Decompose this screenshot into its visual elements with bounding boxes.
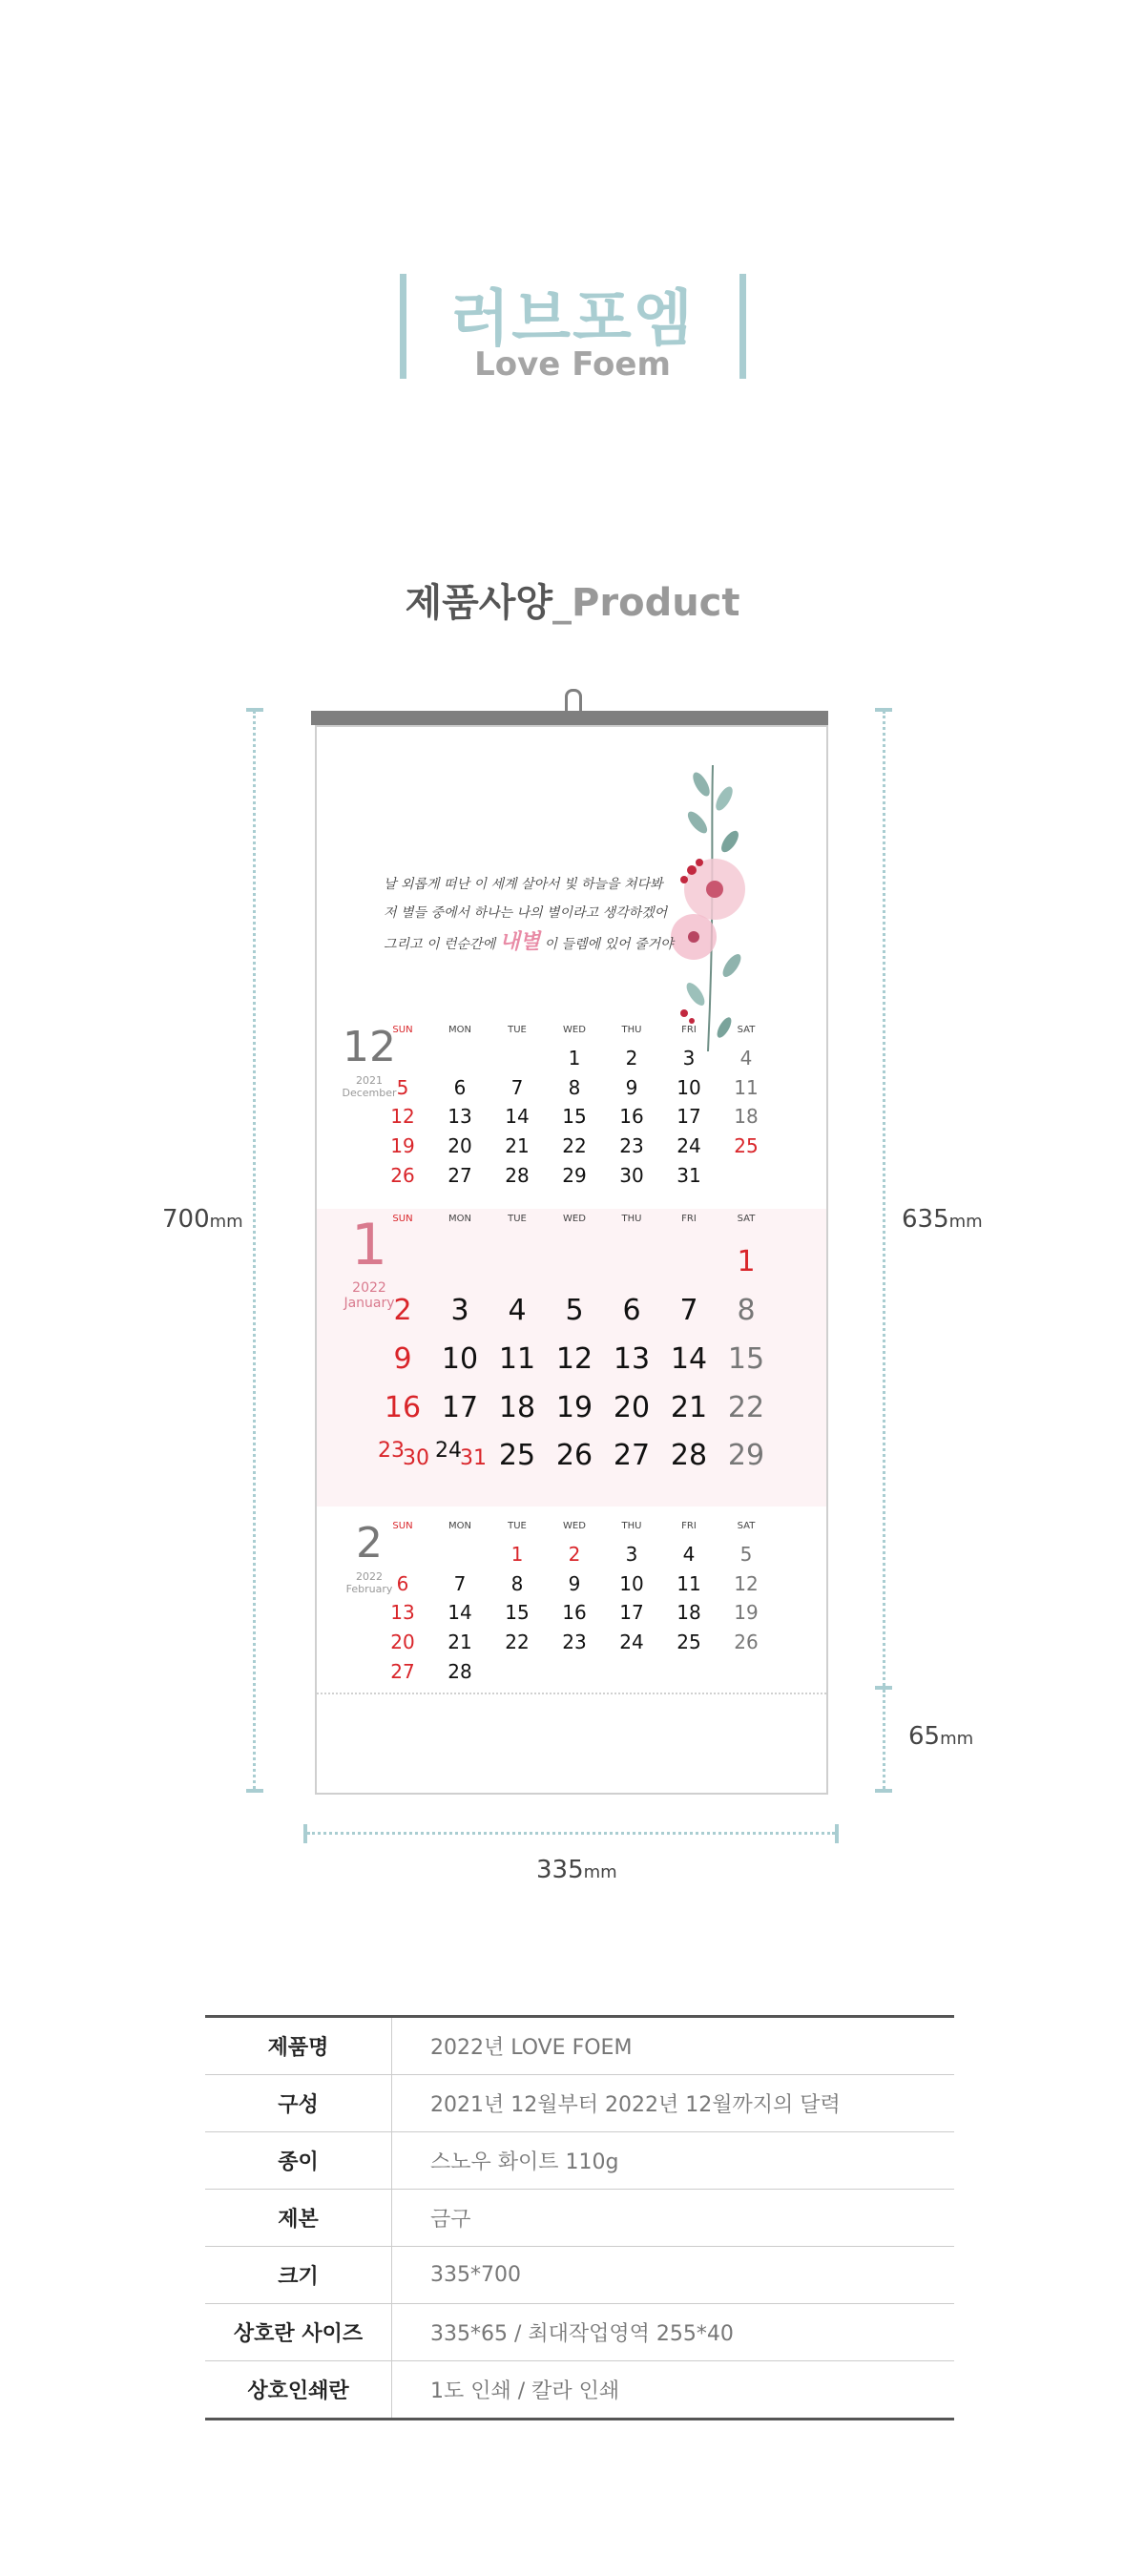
dim-tick: [875, 1789, 892, 1793]
calendar-day: 10: [441, 1342, 479, 1376]
calendar-day: 15: [505, 1601, 530, 1624]
weekday-label: TUE: [508, 1025, 527, 1035]
calendar-day: 4: [508, 1294, 527, 1327]
imprint-area-line: [317, 1693, 826, 1694]
spec-row: [205, 2018, 954, 2075]
calendar-day: 17: [441, 1391, 479, 1424]
calendar-day: 7: [679, 1294, 698, 1327]
calendar-day: 21: [505, 1134, 530, 1157]
calendar-day: 11: [498, 1342, 536, 1376]
spec-label: 상호인쇄란: [205, 2361, 392, 2418]
calendar-day: 22: [505, 1631, 530, 1653]
calendar-day: 23: [378, 1439, 405, 1463]
calendar-day: 3: [682, 1047, 696, 1070]
quote-line: 저 별들 중에서 하나는 나의 별이라고 생각하겠어: [384, 905, 668, 921]
calendar-day: 4: [682, 1543, 696, 1566]
calendar-day: 3: [450, 1294, 469, 1327]
calendar-day: 20: [613, 1391, 651, 1424]
spec-value: 1도 인쇄 / 칼라 인쇄: [430, 2379, 620, 2403]
spec-value: 스노우 화이트 110g: [430, 2150, 619, 2174]
weekday-label: THU: [621, 1025, 642, 1035]
month-number: 12: [343, 1023, 396, 1071]
calendar-day: 6: [622, 1294, 641, 1327]
weekday-label: SUN: [392, 1521, 413, 1531]
calendar-day: 16: [562, 1601, 587, 1624]
calendar-day: 8: [568, 1076, 581, 1099]
calendar-day: 23: [619, 1134, 644, 1157]
calendar-day: 27: [448, 1164, 472, 1187]
calendar-day: 25: [677, 1631, 701, 1653]
calendar-product: [315, 725, 828, 1795]
dim-line-top: [883, 711, 885, 1686]
quote-line: 날 외롭게 떠난 이 세계 살아서 빛 하늘을 쳐다봐: [384, 877, 663, 892]
month-year-name: 2021 December: [342, 1074, 397, 1099]
calendar-day: 5: [739, 1543, 753, 1566]
weekday-label: SAT: [737, 1025, 756, 1035]
calendar-day: 1: [510, 1543, 524, 1566]
calendar-day: 19: [555, 1391, 593, 1424]
calendar-day: 12: [390, 1105, 415, 1128]
month-year-name: 2022 January: [344, 1280, 395, 1311]
calendar-day: 10: [677, 1076, 701, 1099]
calendar-day: 31: [677, 1164, 701, 1187]
calendar-day: 20: [448, 1134, 472, 1157]
calendar-day: 28: [505, 1164, 530, 1187]
calendar-day: 28: [670, 1439, 708, 1472]
calendar-day: 22: [727, 1391, 765, 1424]
calendar-day: 3: [625, 1543, 638, 1566]
calendar-day: 6: [396, 1572, 409, 1595]
calendar-day: 30: [403, 1446, 429, 1470]
calendar-day: 26: [555, 1439, 593, 1472]
calendar-day: 28: [448, 1660, 472, 1683]
calendar-day: 10: [619, 1572, 644, 1595]
weekday-label: WED: [563, 1025, 586, 1035]
calendar-day: 29: [727, 1439, 765, 1472]
page-title: 러브포엠: [450, 284, 695, 355]
hanger-bar: [311, 711, 828, 725]
weekday-label: MON: [448, 1214, 471, 1224]
spec-value: 2021년 12월부터 2022년 12월까지의 달력: [430, 2093, 841, 2117]
spec-table: [205, 2015, 954, 2420]
spec-row: [205, 2361, 954, 2418]
weekday-label: THU: [621, 1214, 642, 1224]
page-subtitle: Love Foem: [474, 345, 671, 384]
weekday-label: MON: [448, 1521, 471, 1531]
calendar-day: 24: [619, 1631, 644, 1653]
calendar-day: 14: [505, 1105, 530, 1128]
weekday-label: WED: [563, 1214, 586, 1224]
calendar-day: 8: [510, 1572, 524, 1595]
weekday-label: TUE: [508, 1521, 527, 1531]
weekday-label: TUE: [508, 1214, 527, 1224]
quote-line: 그리고 이 런순간에 내별 이 들렘에 있어 줄거야: [384, 929, 674, 954]
dim-label-65: 65mm: [908, 1722, 974, 1751]
spec-row: [205, 2132, 954, 2190]
calendar-day: 9: [568, 1572, 581, 1595]
weekday-label: SAT: [737, 1521, 756, 1531]
weekday-label: SUN: [392, 1214, 413, 1224]
calendar-day: 24: [677, 1134, 701, 1157]
calendar-day: 27: [613, 1439, 651, 1472]
weekday-label: THU: [621, 1521, 642, 1531]
month-number: 2: [356, 1519, 383, 1568]
spec-heading-en: _Product: [552, 581, 740, 625]
spec-label: 구성: [205, 2075, 392, 2131]
calendar-quote: [384, 870, 708, 959]
spec-value: 금구: [430, 2208, 471, 2232]
spec-row: [205, 2247, 954, 2304]
calendar-day: 23: [562, 1631, 587, 1653]
calendar-day: 22: [562, 1134, 587, 1157]
calendar-day: 27: [390, 1660, 415, 1683]
weekday-label: WED: [563, 1521, 586, 1531]
calendar-day: 19: [734, 1601, 759, 1624]
calendar-day: 13: [448, 1105, 472, 1128]
calendar-day: 19: [390, 1134, 415, 1157]
spec-heading: [0, 572, 1145, 627]
calendar-day: 21: [670, 1391, 708, 1424]
calendar-day: 1: [568, 1047, 581, 1070]
calendar-day: 21: [448, 1631, 472, 1653]
weekday-label: FRI: [681, 1521, 697, 1531]
calendar-day: 5: [396, 1076, 409, 1099]
dim-tick: [835, 1824, 839, 1843]
dim-line-bottom: [883, 1690, 885, 1789]
calendar-day: 17: [677, 1105, 701, 1128]
spec-value: 335*65 / 최대작업영역 255*40: [430, 2322, 734, 2346]
spec-label: 상호란 사이즈: [205, 2304, 392, 2360]
calendar-day: 18: [498, 1391, 536, 1424]
weekday-label: FRI: [681, 1025, 697, 1035]
calendar-day: 18: [734, 1105, 759, 1128]
calendar-day: 24: [435, 1439, 462, 1463]
calendar-day: 15: [562, 1105, 587, 1128]
weekday-label: FRI: [681, 1214, 697, 1224]
calendar-day: 4: [739, 1047, 753, 1070]
calendar-day: 12: [555, 1342, 593, 1376]
calendar-day: 16: [619, 1105, 644, 1128]
spec-row: [205, 2075, 954, 2132]
calendar-day: 26: [390, 1164, 415, 1187]
calendar-day: 29: [562, 1164, 587, 1187]
quote-highlight: 내별: [499, 929, 541, 954]
weekday-label: SAT: [737, 1214, 756, 1224]
calendar-day: 26: [734, 1631, 759, 1653]
calendar-day: 25: [734, 1134, 759, 1157]
calendar-day: 14: [448, 1601, 472, 1624]
calendar-day: 18: [677, 1601, 701, 1624]
month-number: 1: [350, 1212, 388, 1278]
calendar-day: 14: [670, 1342, 708, 1376]
spec-label: 제본: [205, 2190, 392, 2246]
spec-value: 2022년 LOVE FOEM: [430, 2036, 633, 2060]
calendar-day: 20: [390, 1631, 415, 1653]
calendar-day: 2: [393, 1294, 412, 1327]
month-year-name: 2022 February: [345, 1570, 393, 1595]
calendar-day: 15: [727, 1342, 765, 1376]
calendar-day: 7: [510, 1076, 524, 1099]
calendar-day: 13: [390, 1601, 415, 1624]
dim-label-635: 635mm: [902, 1205, 983, 1234]
calendar-day: 30: [619, 1164, 644, 1187]
calendar-day: 17: [619, 1601, 644, 1624]
dim-tick: [246, 1789, 263, 1793]
calendar-day: 9: [625, 1076, 638, 1099]
calendar-day: 25: [498, 1439, 536, 1472]
weekday-label: MON: [448, 1025, 471, 1035]
calendar-day: 31: [460, 1446, 487, 1470]
calendar-day: 9: [393, 1342, 412, 1376]
spec-value: 335*700: [430, 2263, 521, 2287]
spec-heading-ko: 제품사양: [405, 581, 553, 625]
calendar-day: 11: [677, 1572, 701, 1595]
dim-label-335: 335mm: [536, 1856, 617, 1884]
calendar-day: 16: [384, 1391, 422, 1424]
calendar-day: 7: [453, 1572, 467, 1595]
dim-line-height: [253, 711, 256, 1789]
weekday-label: SUN: [392, 1025, 413, 1035]
calendar-day: 2: [625, 1047, 638, 1070]
calendar-day: 8: [737, 1294, 756, 1327]
calendar-day: 12: [734, 1572, 759, 1595]
calendar-day: 13: [613, 1342, 651, 1376]
calendar-day: 5: [565, 1294, 584, 1327]
spec-label: 종이: [205, 2132, 392, 2189]
calendar-day: 2: [568, 1543, 581, 1566]
dim-label-700: 700mm: [162, 1205, 243, 1234]
spec-label: 크기: [205, 2247, 392, 2303]
dim-line-width: [307, 1832, 835, 1835]
spec-row: [205, 2190, 954, 2247]
spec-row: [205, 2304, 954, 2361]
calendar-day: 1: [737, 1245, 756, 1278]
calendar-day: 6: [453, 1076, 467, 1099]
spec-label: 제품명: [205, 2018, 392, 2074]
calendar-day: 11: [734, 1076, 759, 1099]
